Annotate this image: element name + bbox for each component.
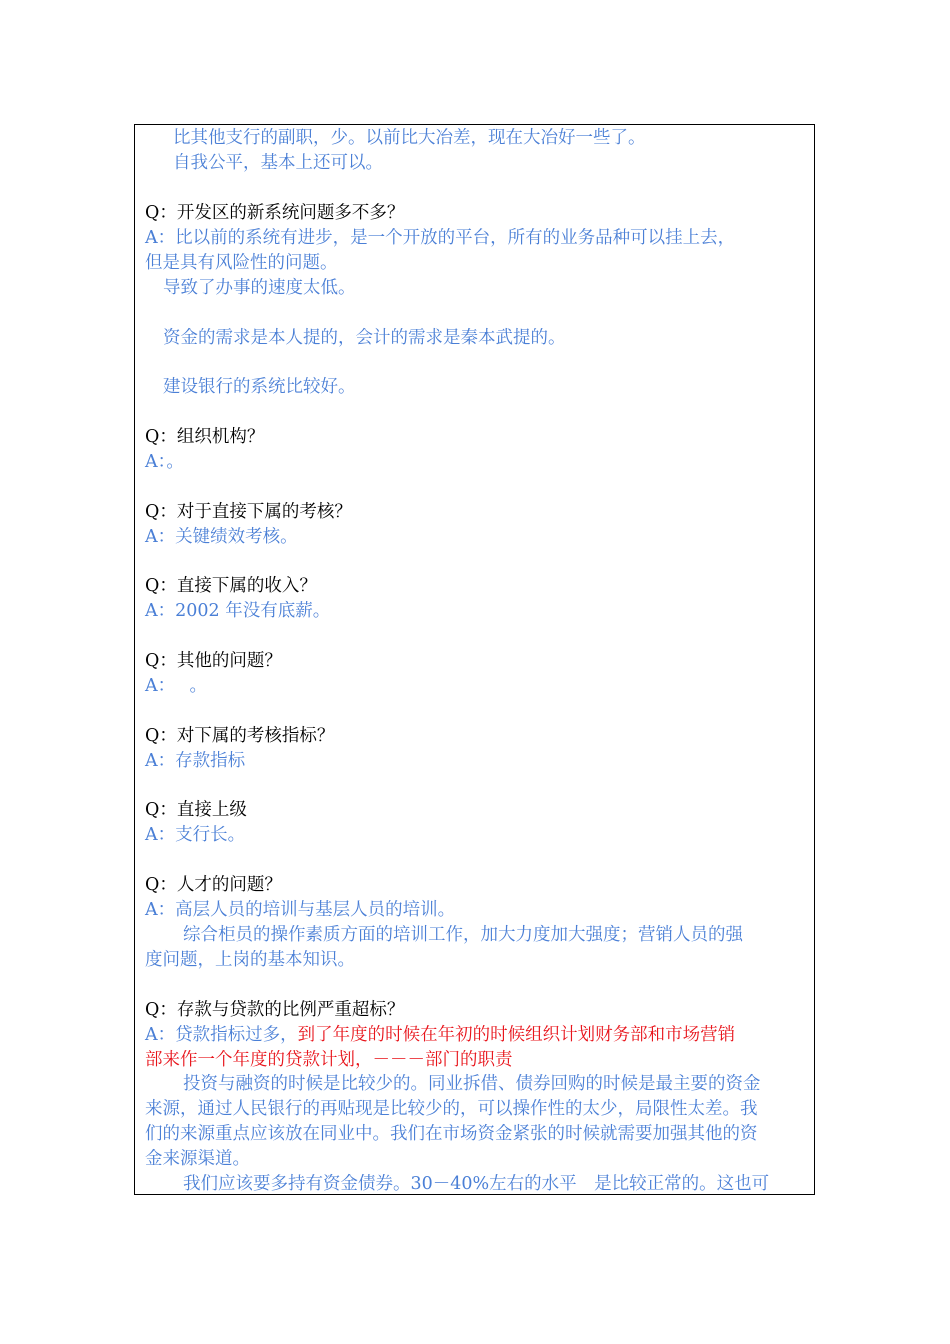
answer-line: A：。	[145, 452, 184, 472]
question-line: Q：其他的问题？	[145, 651, 282, 671]
answer-line: A：关键绩效考核。	[145, 527, 298, 547]
answer-text: A：贷款指标过多，	[145, 1025, 298, 1045]
answer-line: 自我公平，基本上还可以。	[173, 153, 383, 173]
answer-line: A： 。	[145, 676, 207, 696]
answer-line: 们的来源重点应该放在同业中。我们在市场资金紧张的时候就需要加强其他的资	[145, 1124, 758, 1144]
answer-line: A：支行长。	[145, 825, 246, 845]
answer-line: 投资与融资的时候是比较少的。同业拆借、债券回购的时候是最主要的资金	[183, 1074, 761, 1094]
question-line: Q：对下属的考核指标？	[145, 726, 335, 746]
answer-line: 资金的需求是本人提的，会计的需求是秦本武提的。	[163, 328, 566, 348]
question-line: Q：对于直接下属的考核？	[145, 502, 352, 522]
answer-line: 比其他支行的副职，少。以前比大冶差，现在大冶好一些了。	[173, 128, 646, 148]
answer-line: A：2002 年没有底薪。	[145, 601, 331, 621]
highlighted-line: 部来作一个年度的贷款计划，－－－部门的职责	[145, 1050, 513, 1070]
answer-line: 来源，通过人民银行的再贴现是比较少的，可以操作性的太少，局限性太差。我	[145, 1099, 758, 1119]
interview-table-cell	[134, 124, 815, 1195]
highlighted-text: 到了年度的时候在年初的时候组织计划财务部和市场营销	[297, 1025, 736, 1045]
question-line: Q：组织机构？	[145, 427, 265, 447]
question-line: Q：直接下属的收入？	[145, 576, 317, 596]
answer-line: 建设银行的系统比较好。	[163, 377, 356, 397]
answer-line: 导致了办事的速度太低。	[163, 278, 356, 298]
answer-line: 综合柜员的操作素质方面的培训工作，加大力度加大强度；营销人员的强	[183, 925, 743, 945]
answer-line: 度问题，上岗的基本知识。	[145, 950, 355, 970]
answer-line: A：存款指标	[145, 751, 246, 771]
question-line: Q：人才的问题？	[145, 875, 282, 895]
answer-line	[145, 1023, 735, 1048]
answer-line: 我们应该要多持有资金债券。30－40%左右的水平 是比较正常的。这也可	[183, 1174, 770, 1194]
question-line: Q：开发区的新系统问题多不多？	[145, 203, 405, 223]
answer-line: 但是具有风险性的问题。	[145, 253, 338, 273]
question-line: Q：直接上级	[145, 800, 247, 820]
question-line: Q：存款与贷款的比例严重超标？	[145, 1000, 405, 1020]
answer-line: 金来源渠道。	[145, 1149, 250, 1169]
answer-line: A：高层人员的培训与基层人员的培训。	[145, 900, 456, 920]
answer-line: A：比以前的系统有进步，是一个开放的平台，所有的业务品种可以挂上去，	[145, 228, 736, 248]
